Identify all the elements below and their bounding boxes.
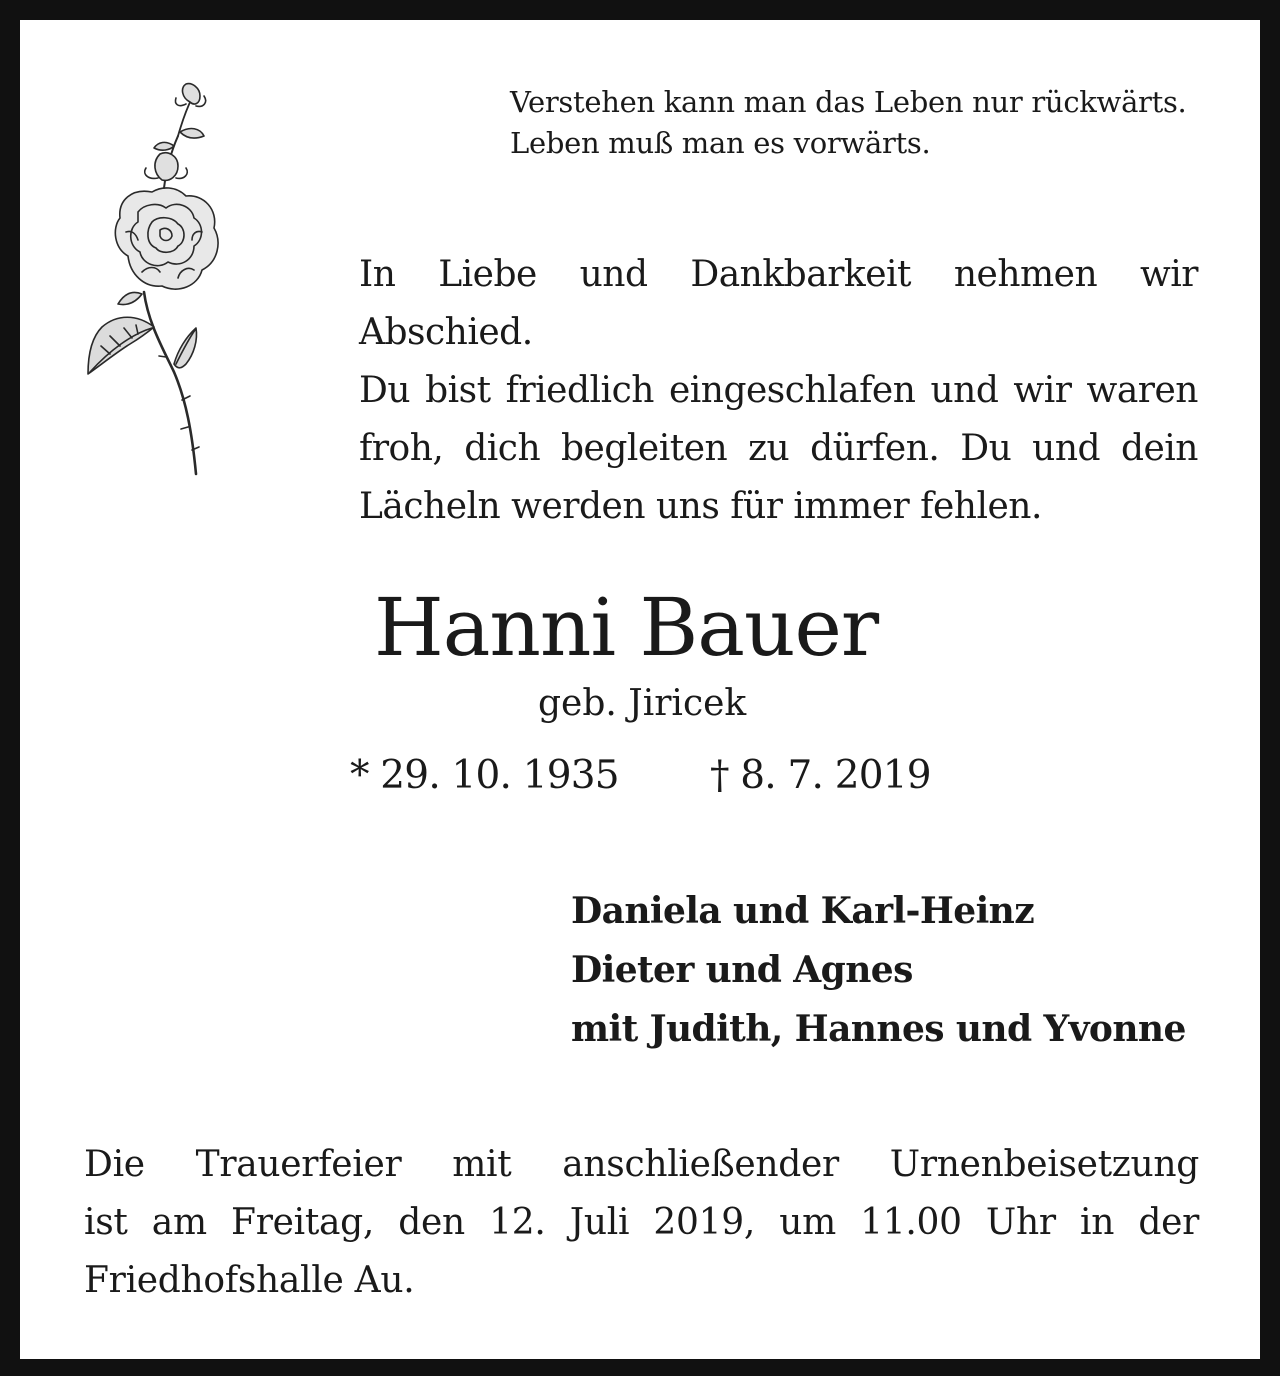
farewell-text [359, 246, 1198, 536]
mourners-list [571, 882, 1231, 1059]
mourner-entry: Daniela und Karl-Heinz [571, 890, 1035, 932]
birth-name: geb. Jiricek [538, 683, 747, 724]
quote-line: Verstehen kann man das Leben nur rückwärts. [510, 85, 1187, 119]
quote-line: Leben muß man es vorwärts. [510, 126, 931, 160]
notice-line: Die Trauerfeier mit anschließender Urnenbeisetzung [84, 1144, 1199, 1185]
farewell-line: In Liebe und Dankbarkeit nehmen wir Abschied. [359, 254, 1198, 353]
mourner-entry: mit Judith, Hannes und Yvonne [571, 1008, 1186, 1050]
notice-line: ist am Freitag, den 12. Juli 2019, um 11.00 Uhr in der [84, 1202, 1199, 1243]
birth-date: * 29. 10. 1935 [350, 753, 619, 798]
deceased-name: Hanni Bauer [373, 581, 879, 674]
death-date: † 8. 7. 2019 [710, 753, 931, 798]
farewell-line: Lächeln werden uns für immer fehlen. [359, 486, 1042, 527]
farewell-line: froh, dich begleiten zu dürfen. Du und dein [359, 428, 1198, 469]
notice-line: Friedhofshalle Au. [84, 1260, 415, 1301]
mourner-entry: Dieter und Agnes [571, 949, 913, 991]
farewell-line: Du bist friedlich eingeschlafen und wir waren [359, 370, 1198, 411]
epigraph-quote [510, 82, 1230, 164]
funeral-notice [84, 1136, 1199, 1310]
rose-icon [82, 82, 222, 477]
